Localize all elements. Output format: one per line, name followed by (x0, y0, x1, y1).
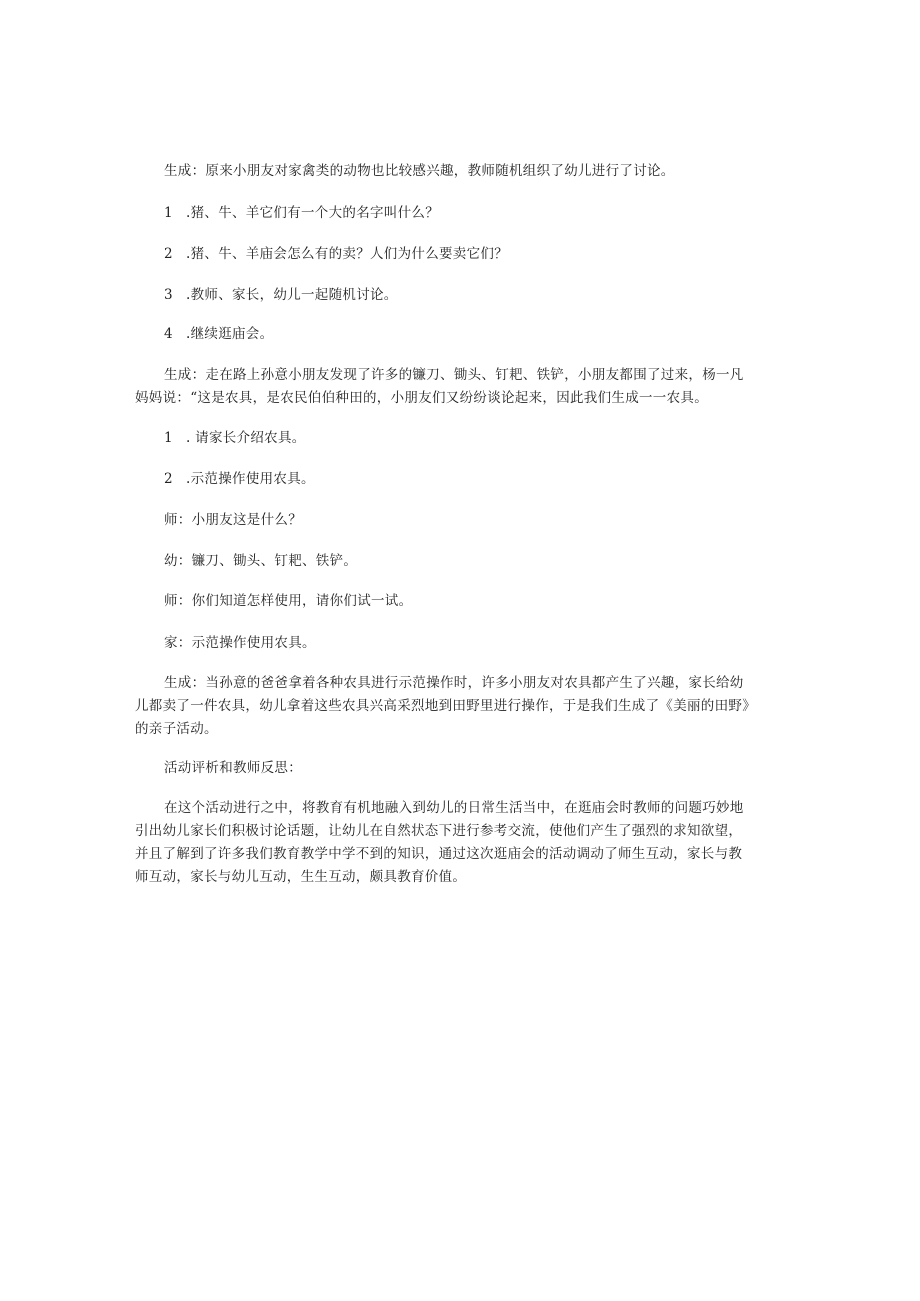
list-number: 1 (164, 430, 173, 446)
paragraph-line: 生成：当孙意的爸爸拿着各种农具进行示范操作时，许多小朋友对农具都产生了兴趣，家长给幼 (164, 675, 744, 691)
list-number: 2 (164, 471, 173, 487)
dialogue-teacher-2 (164, 590, 412, 613)
section-heading-reflection (164, 757, 302, 780)
list-item-text: .继续逛庙会。 (186, 326, 274, 342)
list-item (164, 427, 306, 450)
paragraph-line: 师：你们知道怎样使用，请你们试一试。 (164, 593, 413, 609)
paragraph-reflection (164, 797, 744, 820)
list-number: 4 (164, 326, 173, 342)
dialogue-teacher-1 (164, 509, 302, 532)
list-item-text: . 请家长介绍农具。 (186, 430, 306, 446)
list-number: 1 (164, 205, 173, 221)
paragraph-generation-2 (164, 364, 744, 387)
paragraph-line: 幼：镰刀、锄头、钉耙、铁铲。 (164, 553, 358, 569)
paragraph-generation-2-continued (135, 387, 708, 410)
paragraph-line: 生成：走在路上孙意小朋友发现了许多的镰刀、锄头、钉耙、铁铲，小朋友都围了过来，杨一凡 (164, 367, 744, 383)
list-item-text: .教师、家长，幼儿一起随机讨论。 (186, 287, 398, 303)
paragraph-line: 师：小朋友这是什么？ (164, 512, 302, 528)
list-number: 2 (164, 246, 173, 262)
paragraph-line: 引出幼儿家长们积极讨论话题，让幼儿在自然状态下进行参考交流，使他们产生了强烈的求知欲望， (135, 823, 743, 839)
list-item (164, 468, 315, 491)
paragraph-line: 在这个活动进行之中，将教育有机地融入到幼儿的日常生活当中，在逛庙会时教师的问题巧妙地 (164, 800, 744, 816)
list-item-text: .示范操作使用农具。 (186, 471, 315, 487)
list-item (164, 202, 439, 225)
paragraph-line: 活动评析和教师反思： (164, 760, 302, 776)
dialogue-parent (164, 632, 316, 655)
list-number: 3 (164, 287, 173, 303)
list-item-text: .猪、牛、羊它们有一个大的名字叫什么？ (186, 205, 439, 221)
list-item-text: .猪、牛、羊庙会怎么有的卖？人们为什么要卖它们？ (186, 246, 508, 262)
paragraph-line: 家：示范操作使用农具。 (164, 635, 316, 651)
paragraph-generation-3-continued (135, 695, 756, 741)
list-item (164, 323, 273, 346)
paragraph-line: 并且了解到了许多我们教育教学中学不到的知识，通过这次逛庙会的活动调动了师生互动，家长与教 (135, 846, 743, 862)
paragraph-line: 的亲子活动。 (135, 721, 218, 737)
paragraph-generation-3 (164, 672, 744, 695)
paragraph-line: 儿都卖了一件农具，幼儿拿着这些农具兴高采烈地到田野里进行操作，于是我们生成了《美丽的田野》 (135, 698, 756, 714)
paragraph-line: 师互动，家长与幼儿互动，生生互动，颇具教育价值。 (135, 869, 467, 885)
list-item (164, 243, 508, 266)
list-item (164, 284, 398, 307)
dialogue-child (164, 550, 357, 573)
paragraph-line: 生成：原来小朋友对家禽类的动物也比较感兴趣，教师随机组织了幼儿进行了讨论。 (164, 163, 675, 179)
paragraph-line: 妈妈说：“这是农具，是农民伯伯种田的，小朋友们又纷纷谈论起来，因此我们生成一一农具。 (135, 390, 708, 406)
paragraph-generation-1 (164, 160, 675, 183)
paragraph-reflection-continued (135, 820, 742, 889)
